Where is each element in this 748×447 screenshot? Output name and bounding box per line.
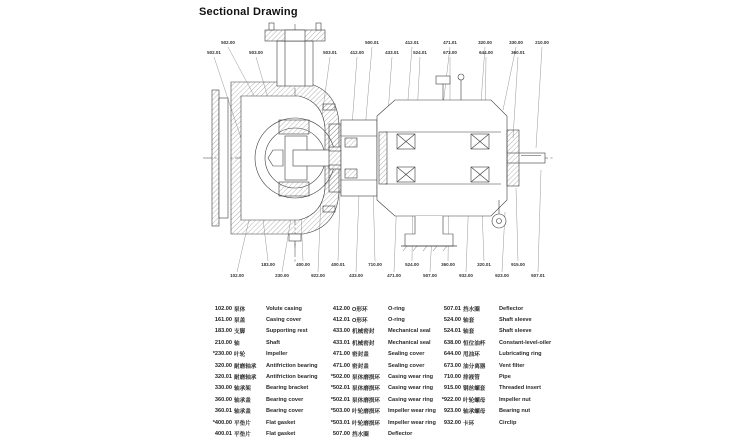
callout-label: 502.01 <box>207 50 221 55</box>
parts-row <box>430 417 559 428</box>
part-name-en: Antifriction bearing <box>266 374 318 381</box>
part-number: 524.00 <box>443 317 461 324</box>
parts-row <box>430 406 559 417</box>
part-name-en: Sealing cover <box>388 351 425 358</box>
callout-label: 673.00 <box>443 50 457 55</box>
part-name-en: Deflector <box>499 305 524 312</box>
part-number: 932.00 <box>443 419 461 426</box>
callout-label: 507.01 <box>531 273 545 278</box>
parts-row <box>322 371 434 382</box>
parts-row <box>322 428 430 439</box>
callout-label: 471.01 <box>443 40 457 45</box>
part-name-cn: 轴承盖 <box>234 409 251 416</box>
part-number: 320.00 <box>214 362 232 369</box>
callout-label: 922.00 <box>311 273 325 278</box>
part-name-cn: 轴承螺母 <box>463 409 486 416</box>
part-name-en: Volute casing <box>266 305 302 312</box>
parts-row <box>196 326 322 337</box>
part-name-en: Shaft <box>266 339 280 346</box>
callout-label: 500.01 <box>365 40 379 45</box>
parts-row <box>430 326 559 337</box>
part-number: 673.00 <box>443 362 461 369</box>
part-name-en: Impeller wear ring <box>388 419 436 426</box>
callout-row-top-upper <box>0 41 748 49</box>
callout-label: 320.00 <box>478 40 492 45</box>
part-name-cn: O形环 <box>352 306 368 313</box>
part-name-en: Constant-level-oiler <box>499 339 552 346</box>
part-name-cn: 机械密封 <box>352 329 375 336</box>
parts-row <box>322 383 434 394</box>
part-name-cn: 耐磨轴承 <box>234 375 257 382</box>
part-name-en: Casing cover <box>266 317 302 324</box>
part-name-cn: 叶轮螺母 <box>463 397 486 404</box>
part-number: 923.00 <box>443 408 461 415</box>
part-number: *922.00 <box>441 396 461 403</box>
part-number: 433.00 <box>332 328 350 335</box>
part-name-cn: 耐磨轴承 <box>234 363 257 370</box>
part-name-en: Mechanical seal <box>388 339 431 346</box>
part-number: 210.00 <box>214 339 232 346</box>
parts-row <box>322 314 430 325</box>
parts-column-1 <box>196 303 322 440</box>
parts-row <box>196 360 322 371</box>
part-name-cn: 机械密封 <box>352 340 375 347</box>
suction-flange <box>212 90 228 226</box>
part-name-cn: 密封盖 <box>352 363 369 370</box>
callout-label: 503.00 <box>249 50 263 55</box>
callout-label: 320.01 <box>477 262 491 267</box>
part-name-en: Circlip <box>499 419 517 426</box>
part-name-en: O-ring <box>388 317 405 324</box>
parts-row <box>322 326 430 337</box>
part-number: *503.00 <box>330 408 350 415</box>
part-name-en: Bearing nut <box>499 408 531 415</box>
part-name-en: Pipe <box>499 374 511 381</box>
part-name-en: Shaft sleeve <box>499 317 532 324</box>
part-number: 471.00 <box>332 362 350 369</box>
part-name-en: Antifriction bearing <box>266 362 318 369</box>
parts-row <box>322 394 434 405</box>
parts-row <box>430 337 559 348</box>
callout-row-top-lower <box>0 51 748 59</box>
callout-label: 400.01 <box>331 262 345 267</box>
part-name-en: Threaded insert <box>499 385 541 392</box>
callout-label: 915.00 <box>511 262 525 267</box>
pump-sectional-drawing <box>203 20 563 282</box>
part-number: 412.01 <box>332 317 350 324</box>
callout-label: 524.01 <box>413 50 427 55</box>
callout-label: 710.00 <box>368 262 382 267</box>
part-name-cn: 排液管 <box>463 375 480 382</box>
part-name-en: Mechanical seal <box>388 328 431 335</box>
part-name-en: O-ring <box>388 305 405 312</box>
part-name-cn: 叶轮 <box>234 352 246 359</box>
part-number: 710.00 <box>443 374 461 381</box>
part-name-en: Casing wear ring <box>388 374 434 381</box>
part-number: 471.00 <box>332 351 350 358</box>
parts-row <box>322 349 430 360</box>
parts-row <box>322 360 430 371</box>
parts-row <box>430 360 559 371</box>
part-name-cn: 油分离器 <box>463 363 486 370</box>
part-name-en: Impeller <box>266 351 288 358</box>
callout-label: 400.00 <box>296 262 310 267</box>
part-number: *502.01 <box>330 385 350 392</box>
part-name-cn: 轴套 <box>463 329 475 336</box>
parts-row <box>196 417 322 428</box>
part-name-cn: 泵盖 <box>234 318 246 325</box>
parts-column-3 <box>430 303 559 440</box>
part-name-cn: 平垫片 <box>234 431 251 438</box>
part-name-en: Casing wear ring <box>388 396 434 403</box>
part-number: *503.01 <box>330 419 350 426</box>
part-number: 507.01 <box>443 305 461 312</box>
parts-row <box>196 371 322 382</box>
callout-label: 102.00 <box>230 273 244 278</box>
part-name-en: Bearing cover <box>266 396 304 403</box>
parts-table <box>196 303 559 440</box>
part-name-cn: 叶轮磨损环 <box>352 409 380 416</box>
callout-label: 183.00 <box>261 262 275 267</box>
parts-row <box>430 303 559 314</box>
page-title: Sectional Drawing <box>199 6 298 18</box>
part-name-en: Flat gasket <box>266 430 296 437</box>
parts-row <box>322 417 436 428</box>
parts-row <box>430 349 559 360</box>
parts-row <box>196 337 322 348</box>
part-name-en: Supporting rest <box>266 328 308 335</box>
part-number: 360.00 <box>214 396 232 403</box>
callout-label: 471.00 <box>387 273 401 278</box>
callout-row-bottom-upper <box>0 263 748 271</box>
part-name-cn: 叶轮磨损环 <box>352 420 380 427</box>
part-number: *502.01 <box>330 396 350 403</box>
part-name-en: Lubricating ring <box>499 351 542 358</box>
part-name-cn: 泵体 <box>234 306 246 313</box>
part-number: 320.01 <box>214 374 232 381</box>
callout-label: 923.00 <box>495 273 509 278</box>
part-name-cn: 轴 <box>234 340 240 347</box>
part-number: 161.00 <box>214 317 232 324</box>
part-number: 412.00 <box>332 305 350 312</box>
callout-label: 503.01 <box>323 50 337 55</box>
callout-label: 230.00 <box>275 273 289 278</box>
parts-row <box>196 406 322 417</box>
part-number: *502.00 <box>330 374 350 381</box>
part-name-cn: 泵体磨损环 <box>352 375 380 382</box>
callout-label: 412.00 <box>350 50 364 55</box>
callout-label: 502.00 <box>221 40 235 45</box>
part-number: 433.01 <box>332 339 350 346</box>
callout-label: 644.00 <box>479 50 493 55</box>
part-number: 102.00 <box>214 305 232 312</box>
part-number: *230.00 <box>212 351 232 358</box>
part-name-en: Vent filter <box>499 362 525 369</box>
part-name-en: Sealing cover <box>388 362 425 369</box>
parts-row <box>430 314 559 325</box>
part-name-en: Shaft sleeve <box>499 328 532 335</box>
part-number: 360.01 <box>214 408 232 415</box>
parts-row <box>430 383 559 394</box>
parts-column-2 <box>322 303 436 440</box>
mechanical-seal-housing <box>329 120 377 196</box>
parts-row <box>196 303 322 314</box>
part-name-en: Impeller wear ring <box>388 408 436 415</box>
part-name-cn: 轴承盖 <box>234 397 251 404</box>
part-name-cn: 挡水圈 <box>463 306 480 313</box>
part-number: 915.00 <box>443 385 461 392</box>
part-number: 183.00 <box>214 328 232 335</box>
part-name-en: Impeller nut <box>499 396 531 403</box>
part-number: 644.00 <box>443 351 461 358</box>
parts-row <box>196 314 322 325</box>
callout-label: 524.00 <box>405 262 419 267</box>
part-name-cn: 轴套 <box>463 318 475 325</box>
parts-row <box>430 394 559 405</box>
parts-row <box>196 394 322 405</box>
callout-label: 412.01 <box>405 40 419 45</box>
callout-label: 932.00 <box>459 273 473 278</box>
parts-row <box>196 349 322 360</box>
part-name-cn: 卡环 <box>463 420 475 427</box>
callout-label: 433.00 <box>349 273 363 278</box>
part-name-cn: 泵体磨损环 <box>352 386 380 393</box>
parts-row <box>322 303 430 314</box>
part-number: 330.00 <box>214 385 232 392</box>
part-name-en: Bearing bracket <box>266 385 309 392</box>
parts-row <box>196 383 322 394</box>
callout-label: 360.00 <box>441 262 455 267</box>
part-name-en: Bearing cover <box>266 408 304 415</box>
part-number: 524.01 <box>443 328 461 335</box>
callout-row-bottom-lower <box>0 274 748 282</box>
part-number: *400.00 <box>212 419 232 426</box>
part-name-cn: O形环 <box>352 318 368 325</box>
parts-row <box>196 428 322 439</box>
callout-label: 330.00 <box>509 40 523 45</box>
parts-row <box>430 371 559 382</box>
part-name-cn: 泵体磨损环 <box>352 397 380 404</box>
part-number: 400.01 <box>214 430 232 437</box>
part-name-cn: 支脚 <box>234 329 246 336</box>
part-name-cn: 平垫片 <box>234 420 251 427</box>
part-name-cn: 密封盖 <box>352 352 369 359</box>
part-name-cn: 甩油环 <box>463 352 480 359</box>
callout-label: 210.00 <box>535 40 549 45</box>
callout-label: 507.00 <box>423 273 437 278</box>
part-name-en: Casing wear ring <box>388 385 434 392</box>
part-name-cn: 挡水圈 <box>352 431 369 438</box>
part-name-en: Deflector <box>388 430 413 437</box>
callout-label: 433.01 <box>385 50 399 55</box>
part-name-cn: 钢丝螺套 <box>463 386 486 393</box>
parts-row <box>322 337 430 348</box>
part-number: 507.00 <box>332 430 350 437</box>
part-number: 638.00 <box>443 339 461 346</box>
part-name-cn: 恒位油杯 <box>463 340 486 347</box>
part-name-en: Flat gasket <box>266 419 296 426</box>
parts-row <box>322 406 436 417</box>
part-name-cn: 轴承架 <box>234 386 251 393</box>
callout-label: 360.01 <box>511 50 525 55</box>
